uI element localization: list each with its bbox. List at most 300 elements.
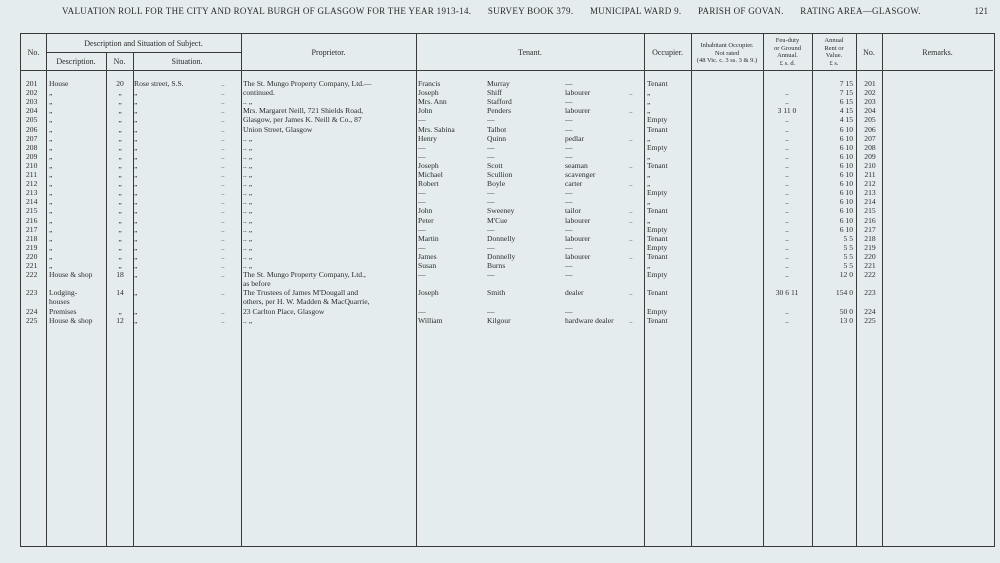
row-situation: „ xyxy=(134,179,138,189)
row-desc-number: „ xyxy=(118,224,122,234)
col-header-inhabitant xyxy=(691,42,763,65)
row-situation: „ xyxy=(134,160,138,170)
row-situation: „ xyxy=(134,306,138,316)
row-feu-duty: .. xyxy=(785,115,789,125)
row-desc-number: „ xyxy=(118,124,122,134)
row-proprietor: .. „ xyxy=(243,224,253,234)
row-situation: „ xyxy=(134,133,138,143)
row-tenant-occupation: dealer xyxy=(565,288,584,298)
row-situation-dots: .. xyxy=(221,142,225,152)
row-tenant-last: — xyxy=(487,270,495,280)
row-description: „ xyxy=(49,115,53,125)
row-occupier: Tenant xyxy=(647,206,668,216)
feu-line-3: Annual. xyxy=(777,52,798,59)
row-number-right: 204 xyxy=(864,106,876,116)
row-number: 221 xyxy=(26,261,38,270)
row-situation: „ xyxy=(134,261,138,270)
row-occupier: Empty xyxy=(647,224,668,234)
row-tenant-first: Michael xyxy=(418,170,443,179)
row-tenant-occupation: — xyxy=(565,242,573,252)
row-tenant-occupation: — xyxy=(565,79,573,88)
row-situation: „ xyxy=(134,170,138,179)
row-feu-duty: .. xyxy=(785,151,789,161)
page-number: 121 xyxy=(974,6,988,16)
row-description: „ xyxy=(49,261,53,270)
row-number-right: 201 xyxy=(864,79,876,88)
header-parish: PARISH OF GOVAN. xyxy=(698,6,784,16)
table-row xyxy=(21,197,996,206)
row-tenant-last: — xyxy=(487,197,495,207)
rule xyxy=(46,52,241,53)
row-situation: „ xyxy=(134,115,138,125)
row-situation: „ xyxy=(134,206,138,216)
row-description: House & shop xyxy=(49,315,93,325)
row-tenant-first: — xyxy=(418,151,426,161)
row-number-right: 218 xyxy=(864,233,876,243)
row-number: 202 xyxy=(26,88,38,98)
table-row xyxy=(21,297,996,306)
row-desc-number: „ xyxy=(118,106,122,116)
row-tenant-first: John xyxy=(418,206,433,216)
row-tenant-dots: .. xyxy=(629,160,633,170)
row-description: „ xyxy=(49,206,53,216)
row-situation-dots: .. xyxy=(221,261,225,270)
row-feu-duty: .. xyxy=(785,142,789,152)
row-number-right: 213 xyxy=(864,188,876,198)
row-tenant-dots: .. xyxy=(629,215,633,225)
rule xyxy=(21,70,993,71)
row-situation-dots: .. xyxy=(221,306,225,316)
row-proprietor: .. „ xyxy=(243,215,253,225)
row-proprietor: others, per H. W. Madden & MacQuarrie, xyxy=(243,297,370,307)
row-proprietor: .. „ xyxy=(243,315,253,325)
inhabitant-line-3: (48 Vic. c. 3 ss. 3 & 9.) xyxy=(696,57,758,64)
row-desc-number: 20 xyxy=(116,79,124,88)
row-description: „ xyxy=(49,133,53,143)
row-number-right: 215 xyxy=(864,206,876,216)
row-description: „ xyxy=(49,188,53,198)
row-feu-duty: .. xyxy=(785,170,789,179)
row-rent: 6 10 xyxy=(839,142,853,152)
table-row xyxy=(21,225,996,234)
row-proprietor: .. „ xyxy=(243,251,253,261)
row-number-right: 220 xyxy=(864,251,876,261)
row-proprietor: The St. Mungo Property Company, Ltd.— xyxy=(243,79,372,88)
row-tenant-first: Joseph xyxy=(418,288,439,298)
row-description: „ xyxy=(49,124,53,134)
row-occupier: Tenant xyxy=(647,315,668,325)
row-proprietor: .. „ xyxy=(243,206,253,216)
row-situation-dots: .. xyxy=(221,270,225,280)
row-number: 212 xyxy=(26,179,38,189)
row-feu-duty: .. xyxy=(785,306,789,316)
row-number-right: 224 xyxy=(864,306,876,316)
row-description: „ xyxy=(49,197,53,207)
row-tenant-last: Quinn xyxy=(487,133,506,143)
row-desc-number: „ xyxy=(118,251,122,261)
row-tenant-dots: .. xyxy=(629,133,633,143)
row-tenant-occupation: pedlar xyxy=(565,133,584,143)
row-number: 203 xyxy=(26,97,38,107)
row-desc-number: 14 xyxy=(116,288,124,298)
row-occupier: Empty xyxy=(647,115,668,125)
row-number: 224 xyxy=(26,306,38,316)
row-number: 209 xyxy=(26,151,38,161)
row-tenant-last: — xyxy=(487,115,495,125)
row-tenant-dots: .. xyxy=(629,88,633,98)
row-description: „ xyxy=(49,224,53,234)
row-number-right: 205 xyxy=(864,115,876,125)
table-row xyxy=(21,279,996,288)
row-tenant-dots: .. xyxy=(629,206,633,216)
row-desc-number: 18 xyxy=(116,270,124,280)
row-desc-number: „ xyxy=(118,179,122,189)
row-situation: „ xyxy=(134,124,138,134)
row-tenant-occupation: labourer xyxy=(565,251,591,261)
row-rent: 5 5 xyxy=(843,261,853,270)
row-occupier: Empty xyxy=(647,188,668,198)
row-tenant-occupation: labourer xyxy=(565,106,591,116)
row-tenant-first: James xyxy=(418,251,437,261)
row-rent: 6 10 xyxy=(839,151,853,161)
row-tenant-occupation: seaman xyxy=(565,160,588,170)
row-rent: 6 10 xyxy=(839,160,853,170)
row-occupier: „ xyxy=(647,170,651,179)
row-number-right: 207 xyxy=(864,133,876,143)
row-tenant-last: Penders xyxy=(487,106,512,116)
row-tenant-last: — xyxy=(487,306,495,316)
row-description: „ xyxy=(49,242,53,252)
row-feu-duty: .. xyxy=(785,315,789,325)
row-tenant-first: — xyxy=(418,270,426,280)
rent-line-3: Value. xyxy=(825,52,843,59)
row-occupier: „ xyxy=(647,215,651,225)
row-situation: Rose street, S.S. xyxy=(134,79,184,88)
table-row xyxy=(21,243,996,252)
row-tenant-last: — xyxy=(487,142,495,152)
table-row xyxy=(21,206,996,215)
row-number-right: 208 xyxy=(864,142,876,152)
row-number: 222 xyxy=(26,270,38,280)
row-desc-number: „ xyxy=(118,188,122,198)
table-row xyxy=(21,316,996,325)
row-tenant-last: Stafford xyxy=(487,97,512,107)
row-feu-duty: .. xyxy=(785,206,789,216)
row-occupier: Tenant xyxy=(647,251,668,261)
row-proprietor: .. „ xyxy=(243,179,253,189)
row-tenant-first: — xyxy=(418,224,426,234)
row-tenant-last: Kilgour xyxy=(487,315,511,325)
row-proprietor: .. „ xyxy=(243,97,253,107)
row-number-right: 217 xyxy=(864,224,876,234)
row-rent: 13 0 xyxy=(839,315,853,325)
row-situation-dots: .. xyxy=(221,124,225,134)
row-rent: 4 15 xyxy=(839,115,853,125)
table-row xyxy=(21,97,996,106)
row-desc-number: 12 xyxy=(116,315,124,325)
row-proprietor: .. „ xyxy=(243,151,253,161)
row-occupier: „ xyxy=(647,197,651,207)
row-situation-dots: .. xyxy=(221,97,225,107)
row-tenant-last: Donnelly xyxy=(487,251,516,261)
row-tenant-occupation: — xyxy=(565,124,573,134)
row-tenant-occupation: — xyxy=(565,115,573,125)
row-tenant-first: Joseph xyxy=(418,88,439,98)
row-situation: „ xyxy=(134,288,138,298)
row-proprietor: .. „ xyxy=(243,188,253,198)
row-description: House xyxy=(49,79,69,88)
row-situation: „ xyxy=(134,88,138,98)
row-proprietor: The Trustees of James M'Dougall and xyxy=(243,288,359,298)
col-header-desc-no: No. xyxy=(113,57,126,66)
row-number: 210 xyxy=(26,160,38,170)
row-number: 215 xyxy=(26,206,38,216)
row-number-right: 212 xyxy=(864,179,876,189)
row-rent: 6 10 xyxy=(839,206,853,216)
row-situation-dots: .. xyxy=(221,224,225,234)
row-desc-number: „ xyxy=(118,215,122,225)
row-occupier: Tenant xyxy=(647,79,668,88)
row-number: 211 xyxy=(26,170,38,179)
row-rent: 6 10 xyxy=(839,133,853,143)
row-number-right: 209 xyxy=(864,151,876,161)
row-tenant-occupation: tailor xyxy=(565,206,582,216)
table-row xyxy=(21,152,996,161)
row-tenant-first: Mrs. Sabina xyxy=(418,124,455,134)
row-situation-dots: .. xyxy=(221,206,225,216)
row-proprietor: The St. Mungo Property Company, Ltd., xyxy=(243,270,366,280)
row-situation: „ xyxy=(134,97,138,107)
row-situation-dots: .. xyxy=(221,315,225,325)
row-rent: 4 15 xyxy=(839,106,853,116)
row-situation-dots: .. xyxy=(221,197,225,207)
row-desc-number: „ xyxy=(118,160,122,170)
row-tenant-first: Robert xyxy=(418,179,439,189)
row-tenant-dots: .. xyxy=(629,288,633,298)
row-number: 208 xyxy=(26,142,38,152)
row-tenant-last: — xyxy=(487,242,495,252)
row-number: 201 xyxy=(26,79,38,88)
row-number: 204 xyxy=(26,106,38,116)
row-description: „ xyxy=(49,142,53,152)
row-rent: 6 10 xyxy=(839,188,853,198)
row-situation: „ xyxy=(134,197,138,207)
row-tenant-last: Donnelly xyxy=(487,233,516,243)
row-proprietor: .. „ xyxy=(243,160,253,170)
row-tenant-occupation: — xyxy=(565,142,573,152)
page-header xyxy=(62,6,962,20)
row-tenant-last: Boyle xyxy=(487,179,506,189)
row-tenant-first: Mrs. Ann xyxy=(418,97,447,107)
row-number: 225 xyxy=(26,315,38,325)
row-tenant-last: — xyxy=(487,188,495,198)
row-proprietor: Mrs. Margaret Neill, 721 Shields Road, xyxy=(243,106,364,116)
row-situation-dots: .. xyxy=(221,115,225,125)
row-tenant-occupation: scavenger xyxy=(565,170,596,179)
col-header-situation: Situation. xyxy=(171,57,203,66)
row-rent: 50 0 xyxy=(839,306,853,316)
row-tenant-last: Scott xyxy=(487,160,503,170)
header-ward: MUNICIPAL WARD 9. xyxy=(589,6,682,16)
row-occupier: „ xyxy=(647,261,651,270)
row-tenant-first: Henry xyxy=(418,133,437,143)
row-occupier: Tenant xyxy=(647,160,668,170)
row-tenant-occupation: labourer xyxy=(565,88,591,98)
row-description: „ xyxy=(49,97,53,107)
row-situation-dots: .. xyxy=(221,79,225,88)
table-row xyxy=(21,307,996,316)
header-rating-area: RATING AREA—GLASGOW. xyxy=(800,6,921,16)
table-row xyxy=(21,216,996,225)
row-proprietor: .. „ xyxy=(243,142,253,152)
row-tenant-last: — xyxy=(487,151,495,161)
row-tenant-dots: .. xyxy=(629,179,633,189)
row-occupier: „ xyxy=(647,179,651,189)
row-desc-number: „ xyxy=(118,170,122,179)
row-number: 206 xyxy=(26,124,38,134)
row-number-right: 203 xyxy=(864,97,876,107)
table-row xyxy=(21,161,996,170)
row-proprietor: 23 Carlton Place, Glasgow xyxy=(243,306,325,316)
row-situation: „ xyxy=(134,315,138,325)
row-situation-dots: .. xyxy=(221,160,225,170)
col-header-feu-duty xyxy=(763,37,812,67)
row-desc-number: „ xyxy=(118,206,122,216)
row-tenant-last: Sweeney xyxy=(487,206,515,216)
row-occupier: „ xyxy=(647,97,651,107)
row-tenant-first: — xyxy=(418,306,426,316)
row-situation: „ xyxy=(134,188,138,198)
row-description: „ xyxy=(49,179,53,189)
row-rent: 5 5 xyxy=(843,242,853,252)
row-feu-duty: 30 6 11 xyxy=(775,288,799,298)
row-rent: 154 0 xyxy=(835,288,853,298)
row-number-right: 211 xyxy=(864,170,876,179)
row-number-right: 225 xyxy=(864,315,876,325)
row-number-right: 206 xyxy=(864,124,876,134)
col-header-no-right: No. xyxy=(863,48,875,57)
row-tenant-first: Martin xyxy=(418,233,439,243)
row-tenant-first: Joseph xyxy=(418,160,439,170)
row-desc-number: „ xyxy=(118,233,122,243)
col-header-tenant: Tenant. xyxy=(518,48,542,57)
row-description: „ xyxy=(49,88,53,98)
row-feu-duty: .. xyxy=(785,97,789,107)
row-tenant-first: Susan xyxy=(418,261,437,270)
row-tenant-last: Talbot xyxy=(487,124,507,134)
row-feu-duty: .. xyxy=(785,242,789,252)
row-rent: 6 10 xyxy=(839,124,853,134)
row-number: 220 xyxy=(26,251,38,261)
row-number: 214 xyxy=(26,197,38,207)
row-desc-number: „ xyxy=(118,197,122,207)
row-tenant-dots: .. xyxy=(629,251,633,261)
row-proprietor: as before xyxy=(243,279,271,289)
row-desc-number: „ xyxy=(118,306,122,316)
row-situation-dots: .. xyxy=(221,288,225,298)
row-tenant-occupation: — xyxy=(565,261,573,270)
row-tenant-dots: .. xyxy=(629,106,633,116)
table-row xyxy=(21,106,996,115)
row-desc-number: „ xyxy=(118,142,122,152)
row-occupier: Tenant xyxy=(647,288,668,298)
row-situation-dots: .. xyxy=(221,179,225,189)
row-tenant-occupation: carter xyxy=(565,179,583,189)
row-desc-number: „ xyxy=(118,97,122,107)
row-description: „ xyxy=(49,160,53,170)
row-number-right: 210 xyxy=(864,160,876,170)
row-rent: 5 5 xyxy=(843,233,853,243)
row-feu-duty: .. xyxy=(785,179,789,189)
row-number-right: 221 xyxy=(864,261,876,270)
row-rent: 12 0 xyxy=(839,270,853,280)
row-number-right: 222 xyxy=(864,270,876,280)
row-rent: 7 15 xyxy=(839,79,853,88)
row-situation-dots: .. xyxy=(221,88,225,98)
table-row xyxy=(21,252,996,261)
row-tenant-first: William xyxy=(418,315,443,325)
row-tenant-first: Peter xyxy=(418,215,434,225)
table-row xyxy=(21,134,996,143)
row-tenant-occupation: labourer xyxy=(565,215,591,225)
row-tenant-occupation: — xyxy=(565,224,573,234)
row-proprietor: .. „ xyxy=(243,197,253,207)
row-rent: 7 15 xyxy=(839,88,853,98)
feu-units: £ s. d. xyxy=(779,59,796,67)
row-situation: „ xyxy=(134,270,138,280)
row-situation-dots: .. xyxy=(221,251,225,261)
row-number: 216 xyxy=(26,215,38,225)
row-feu-duty: .. xyxy=(785,233,789,243)
table-row xyxy=(21,179,996,188)
valuation-table xyxy=(20,33,995,547)
row-description: Premises xyxy=(49,306,77,316)
rent-line-1: Annual xyxy=(824,37,844,44)
row-occupier: Tenant xyxy=(647,233,668,243)
table-row xyxy=(21,188,996,197)
row-rent: 6 10 xyxy=(839,215,853,225)
row-rent: 6 10 xyxy=(839,224,853,234)
row-tenant-dots: .. xyxy=(629,315,633,325)
row-tenant-last: Smith xyxy=(487,288,506,298)
col-header-no: No. xyxy=(27,48,40,57)
row-situation-dots: .. xyxy=(221,188,225,198)
row-tenant-occupation: — xyxy=(565,97,573,107)
row-tenant-first: — xyxy=(418,242,426,252)
rent-units: £ s. xyxy=(829,59,839,67)
row-tenant-last: Scullion xyxy=(487,170,513,179)
row-number-right: 214 xyxy=(864,197,876,207)
row-tenant-first: Francis xyxy=(418,79,441,88)
row-desc-number: „ xyxy=(118,242,122,252)
table-row xyxy=(21,270,996,279)
row-feu-duty: .. xyxy=(785,251,789,261)
row-description: Lodging- xyxy=(49,288,78,298)
row-number: 218 xyxy=(26,233,38,243)
row-tenant-first: — xyxy=(418,115,426,125)
row-description: „ xyxy=(49,170,53,179)
row-number: 205 xyxy=(26,115,38,125)
row-tenant-occupation: hardware dealer xyxy=(565,315,614,325)
row-proprietor: Glasgow, per James K. Neill & Co., 87 xyxy=(243,115,362,125)
table-row xyxy=(21,79,996,88)
feu-line-2: or Ground xyxy=(774,44,801,52)
row-tenant-occupation: — xyxy=(565,306,573,316)
row-situation-dots: .. xyxy=(221,133,225,143)
row-rent: 6 15 xyxy=(839,97,853,107)
row-proprietor: continued. xyxy=(243,88,275,98)
feu-line-1: Feu-duty xyxy=(775,37,800,44)
